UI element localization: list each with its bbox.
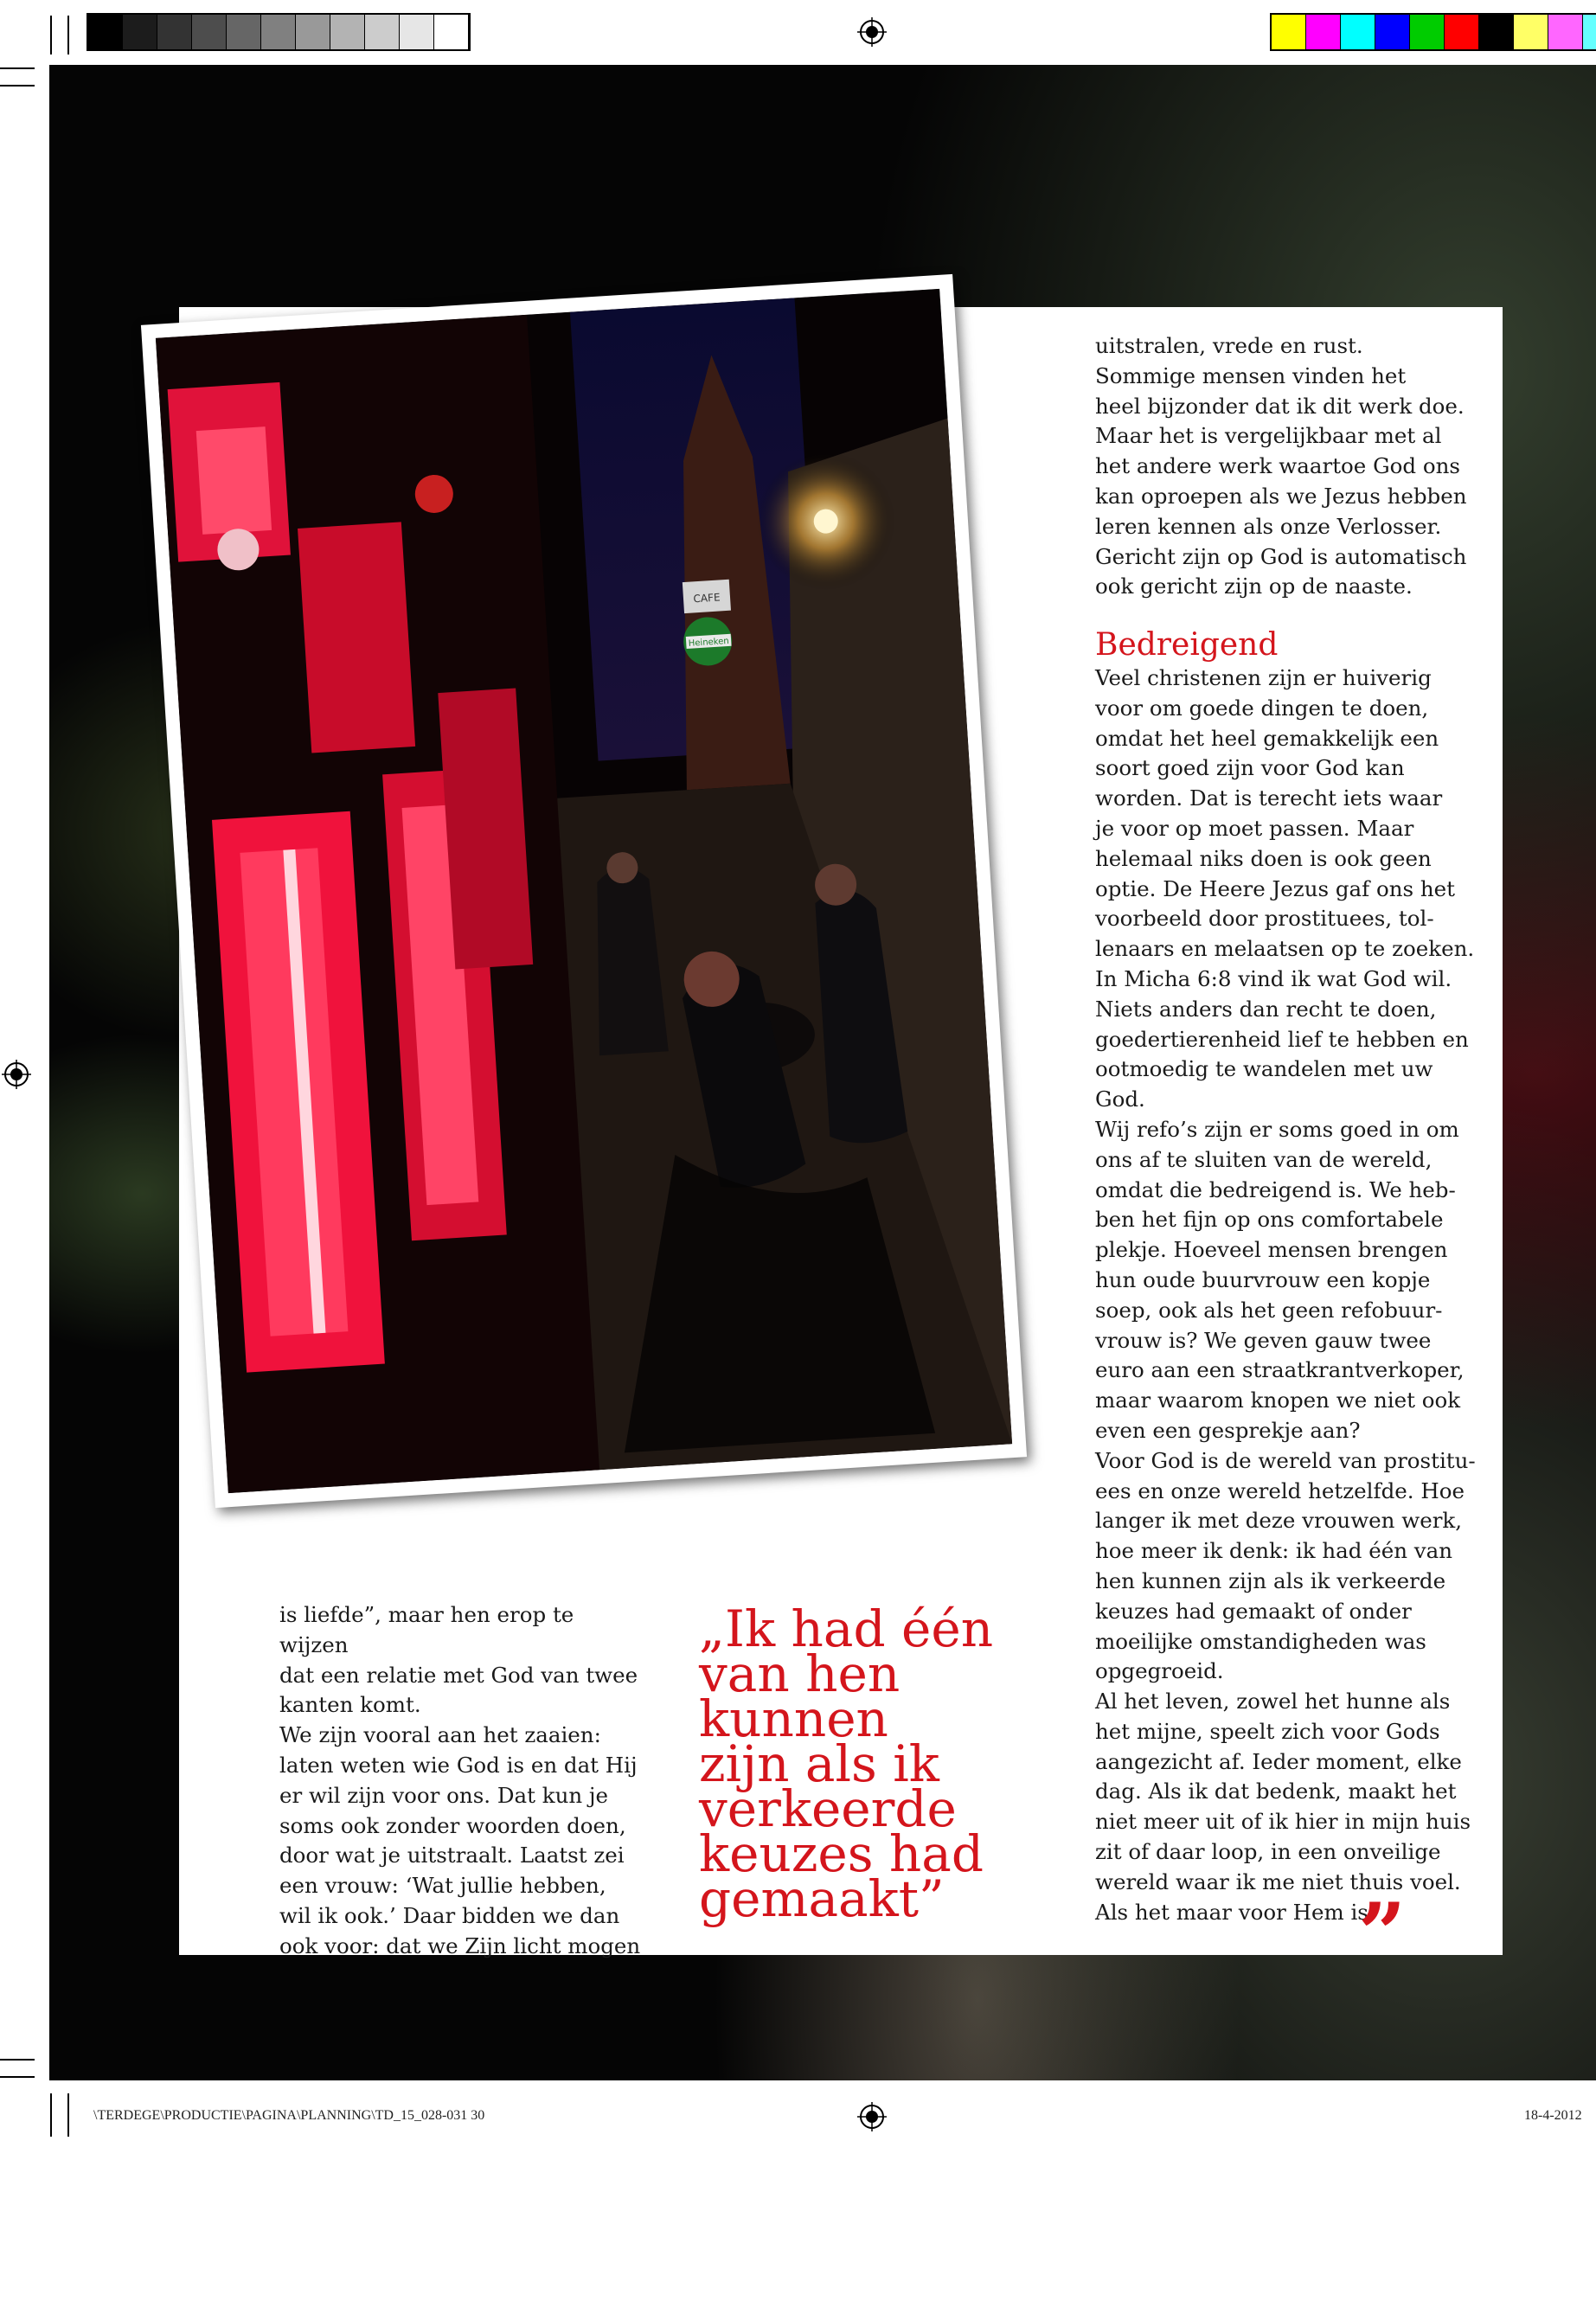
grey-swatch	[123, 15, 157, 49]
text-line: hen kunnen zijn als ik verkeerde	[1095, 1567, 1446, 1593]
text-line: vrouw is? We geven gauw twee	[1095, 1327, 1432, 1353]
text-line: soms ook zonder woorden doen,	[279, 1812, 626, 1838]
text-line: ons af te sluiten van de wereld,	[1095, 1146, 1433, 1172]
left-column	[279, 1600, 643, 1962]
text-line: omdat het heel gemakkelijk een	[1095, 725, 1439, 751]
text-line: In Micha 6:8 vind ik wat God wil.	[1095, 965, 1452, 991]
pull-quote-line: zijn als ik	[699, 1734, 939, 1793]
text-line: het andere werk waartoe God ons	[1095, 453, 1460, 479]
crop-mark	[67, 16, 69, 54]
text-line: hoe meer ik denk: ik had één van	[1095, 1538, 1452, 1564]
grey-swatch	[157, 15, 192, 49]
color-swatch	[1272, 15, 1306, 49]
crop-mark	[50, 2093, 52, 2137]
grey-swatch	[261, 15, 296, 49]
text-line: zit of daar loop, in een onveilige	[1095, 1839, 1441, 1865]
text-line: wereld waar ik me niet thuis voel.	[1095, 1868, 1461, 1894]
color-swatch	[1445, 15, 1479, 49]
text-line: heel bijzonder dat ik dit werk doe.	[1095, 393, 1465, 419]
crop-mark	[0, 2076, 35, 2078]
text-line: Al het leven, zowel het hunne als	[1095, 1689, 1451, 1715]
grey-swatch	[434, 15, 469, 49]
text-line: ben het fijn op ons comfortabele	[1095, 1207, 1444, 1233]
text-line: kan oproepen als we Jezus hebben	[1095, 483, 1467, 509]
beer-sign: Heineken	[688, 636, 729, 649]
text-line: ook gericht zijn op de naaste.	[1095, 574, 1413, 599]
text-line: Niets anders dan recht te doen,	[1095, 996, 1437, 1022]
grey-swatch	[400, 15, 434, 49]
text-line: er wil zijn voor ons. Dat kun je	[279, 1782, 609, 1808]
text-line: leren kennen als onze Verlosser.	[1095, 513, 1442, 539]
color-swatch	[1479, 15, 1514, 49]
right-column-top	[1095, 331, 1476, 602]
color-swatch	[1306, 15, 1341, 49]
text-line: even een gesprekje aan?	[1095, 1417, 1361, 1443]
color-swatch	[1583, 15, 1596, 49]
registration-mark-icon	[2, 1060, 31, 1089]
crop-mark	[67, 2093, 69, 2137]
text-line: een vrouw: ‘Wat jullie hebben,	[279, 1873, 606, 1899]
text-line: worden. Dat is terecht iets waar	[1095, 785, 1443, 811]
text-line: langer ik met deze vrouwen werk,	[1095, 1508, 1463, 1534]
crop-mark	[50, 16, 52, 54]
red-light-street-photo	[141, 274, 1027, 1508]
text-line: We zijn vooral aan het zaaien:	[279, 1722, 601, 1748]
text-line: maar waarom knopen we niet ook	[1095, 1388, 1461, 1413]
color-calibration-strip	[1270, 13, 1596, 51]
print-date: 18-4-2012	[1524, 2108, 1582, 2123]
grey-swatch	[330, 15, 365, 49]
text-line: omdat die bedreigend is. We heb-	[1095, 1176, 1456, 1202]
pull-quote-line: „Ik had één	[699, 1599, 994, 1658]
text-line: Als het maar voor Hem is.	[1095, 1899, 1375, 1925]
street-scene-image	[156, 289, 1012, 1493]
pull-quote-line: verkeerde	[699, 1779, 957, 1838]
text-line: Maar het is vergelijkbaar met al	[1095, 423, 1442, 449]
subheading: Bedreigend	[1095, 627, 1279, 663]
text-line: ees en onze wereld hetzelfde. Hoe	[1095, 1477, 1465, 1503]
text-line: optie. De Heere Jezus gaf ons het	[1095, 875, 1456, 901]
text-line: opgegroeid.	[1095, 1658, 1224, 1684]
text-line: laten weten wie God is en dat Hij	[279, 1752, 638, 1778]
color-swatch	[1548, 15, 1583, 49]
text-line: hun oude buurvrouw een kopje	[1095, 1266, 1431, 1292]
color-swatch	[1514, 15, 1548, 49]
file-path-slug: \TERDEGE\PRODUCTIE\PAGINA\PLANNING\TD_15_028-031 30	[93, 2108, 485, 2123]
cafe-sign: CAFE	[693, 591, 721, 606]
right-column-bottom	[1095, 663, 1476, 1927]
text-line: het mijne, speelt zich voor Gods	[1095, 1718, 1440, 1744]
registration-mark-icon	[857, 2102, 887, 2131]
pull-quote-line: keuzes had	[699, 1824, 984, 1883]
text-line: niet meer uit of ik hier in mijn huis	[1095, 1809, 1471, 1835]
color-swatch	[1341, 15, 1375, 49]
text-line: moeilijke omstandigheden was	[1095, 1628, 1426, 1654]
text-line: helemaal niks doen is ook geen	[1095, 845, 1432, 871]
registration-mark-icon	[857, 17, 887, 47]
text-line: Wij refo’s zijn er soms goed in om	[1095, 1116, 1459, 1142]
color-swatch	[1410, 15, 1445, 49]
text-line: keuzes had gemaakt of onder	[1095, 1598, 1412, 1624]
text-line: soep, ook als het geen refobuur-	[1095, 1297, 1443, 1323]
text-line: Veel christenen zijn er huiverig	[1095, 665, 1432, 690]
grey-swatch	[192, 15, 227, 49]
end-quote-mark: ”	[1358, 1885, 1407, 1983]
grey-swatch	[296, 15, 330, 49]
text-line: door wat je uitstraalt. Laatst zei	[279, 1843, 625, 1868]
grey-swatch	[88, 15, 123, 49]
text-line: kanten komt.	[279, 1692, 421, 1718]
grey-swatch	[227, 15, 261, 49]
grey-calibration-strip	[87, 13, 471, 51]
text-line: wil ik ook.’ Daar bidden we dan	[279, 1902, 620, 1928]
pull-quote-line: gemaakt”	[699, 1869, 945, 1928]
text-line: is liefde”, maar hen erop te wijzen	[279, 1602, 574, 1657]
grey-swatch	[365, 15, 400, 49]
pull-quote	[699, 1599, 1045, 1928]
pull-quote-line: kunnen	[699, 1689, 888, 1748]
text-line: Voor God is de wereld van prostitu-	[1095, 1447, 1476, 1473]
text-line: Gericht zijn op God is automatisch	[1095, 543, 1467, 569]
text-line: soort goed zijn voor God kan	[1095, 755, 1405, 781]
crop-mark	[0, 85, 35, 87]
pull-quote-line: van hen	[699, 1644, 901, 1703]
text-line: plekje. Hoeveel mensen brengen	[1095, 1237, 1448, 1263]
text-line: uitstralen, vrede en rust.	[1095, 333, 1363, 358]
text-line: ootmoedig te wandelen met uw	[1095, 1056, 1433, 1082]
text-line: voor om goede dingen te doen,	[1095, 695, 1429, 721]
text-line: ook voor: dat we Zijn licht mogen	[279, 1932, 641, 1958]
color-swatch	[1375, 15, 1410, 49]
text-line: lenaars en melaatsen op te zoeken.	[1095, 936, 1475, 962]
text-line: dat een relatie met God van twee	[279, 1662, 638, 1688]
text-line: je voor op moet passen. Maar	[1095, 815, 1414, 841]
text-line: aangezicht af. Ieder moment, elke	[1095, 1748, 1462, 1774]
crop-mark	[0, 67, 35, 69]
text-line: goedertierenheid lief te hebben en	[1095, 1026, 1469, 1052]
text-line: voorbeeld door prostituees, tol-	[1095, 906, 1434, 932]
text-line: God.	[1095, 1086, 1145, 1112]
crop-mark	[0, 2059, 35, 2061]
text-line: dag. Als ik dat bedenk, maakt het	[1095, 1779, 1457, 1804]
text-line: euro aan een straatkrantverkoper,	[1095, 1357, 1465, 1383]
text-line: Sommige mensen vinden het	[1095, 362, 1407, 388]
